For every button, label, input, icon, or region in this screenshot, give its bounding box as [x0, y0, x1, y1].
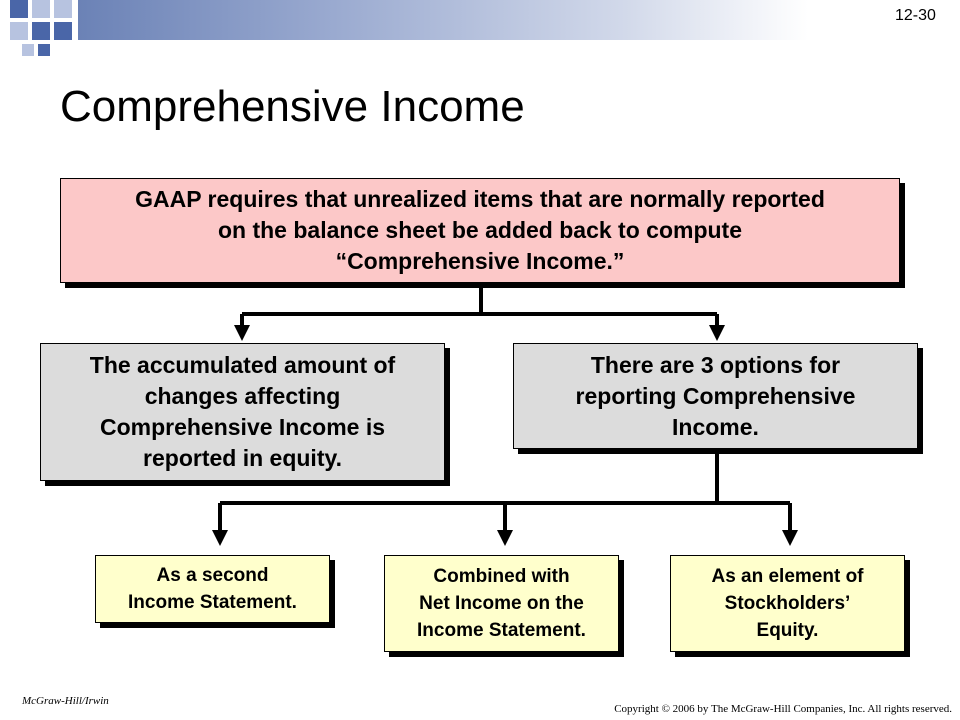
box-text-line: Comprehensive Income is	[99, 414, 386, 440]
box-text-line: The accumulated amount of	[89, 352, 396, 378]
box-text-line: on the balance sheet be added back to compute	[217, 217, 742, 243]
box-text-line: There are 3 options for	[590, 351, 841, 378]
box-text-line: Net Income on the	[419, 593, 584, 614]
box-text-line: Stockholders’	[724, 593, 851, 614]
slide-number: 12-30	[895, 7, 936, 24]
reporting-options-box	[513, 343, 918, 449]
option-second-income-statement-box	[95, 555, 330, 623]
page-title: Comprehensive Income	[60, 82, 525, 131]
gaap-requirement-box	[60, 178, 900, 283]
box-text-line: Income Statement.	[417, 620, 586, 641]
box-text-line: reported in equity.	[143, 445, 342, 471]
copyright-footer: Copyright © 2006 by The McGraw-Hill Companies, Inc. All rights reserved.	[614, 703, 952, 715]
box-text-line: Income Statement.	[128, 592, 297, 613]
box-text-line: Combined with	[433, 566, 570, 587]
accumulated-amount-box	[40, 343, 445, 481]
box-text-line: GAAP requires that unrealized items that are normally reported	[135, 186, 825, 212]
box-text-line: As an element of	[711, 566, 864, 587]
box-text-line: Income.	[672, 413, 759, 440]
publisher-footer: McGraw-Hill/Irwin	[22, 695, 109, 707]
box-text-line: reporting Comprehensive	[575, 382, 856, 409]
box-text-line: changes affecting	[144, 383, 341, 409]
box-text-line: “Comprehensive Income.”	[335, 248, 625, 274]
option-stockholders-equity-box	[670, 555, 905, 652]
box-text-line: As a second	[156, 565, 269, 586]
option-combined-net-income-box	[384, 555, 619, 652]
box-text-line: Equity.	[756, 620, 819, 641]
